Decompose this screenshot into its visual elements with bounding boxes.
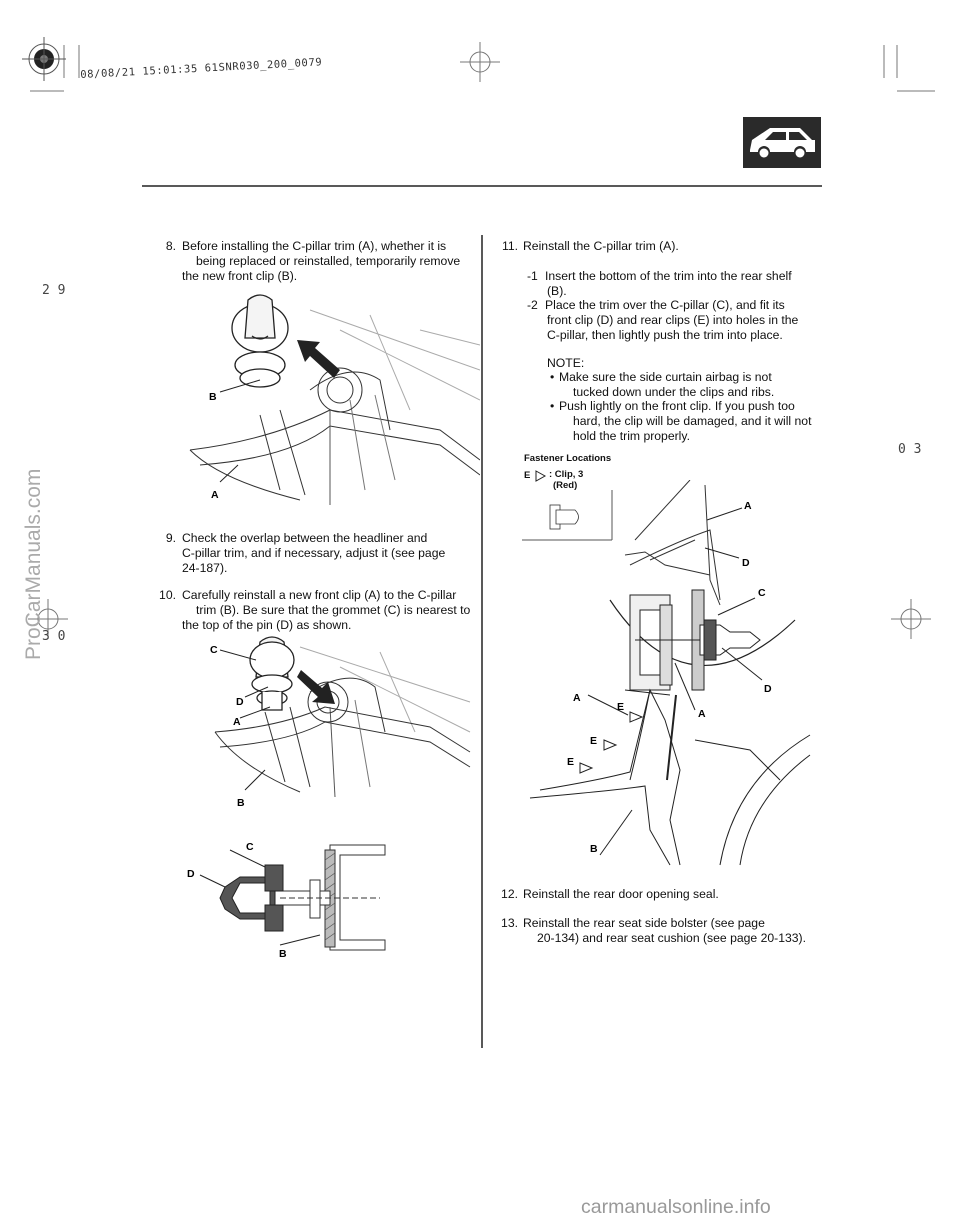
substep-text-line: front clip (D) and rear clips (E) into holes in the	[547, 313, 799, 327]
registration-crosshair-top	[460, 42, 500, 82]
substep-text-line: (B).	[547, 284, 567, 298]
substep-number: -2	[527, 298, 538, 312]
page-mark-left-top: 2 9	[42, 283, 66, 298]
step-number: 10.	[159, 588, 176, 602]
step-text-line: the new front clip (B).	[182, 269, 298, 283]
page-mark-right: 0 3	[898, 442, 922, 457]
step-number: 12.	[501, 887, 518, 901]
figure-clip-section	[180, 835, 400, 960]
fig4-label-e2: E	[590, 735, 598, 747]
substep-number: -1	[527, 269, 538, 283]
legend-text: : Clip, 3	[549, 469, 584, 480]
fig4-label-b: B	[590, 843, 598, 855]
note-text-line: hard, the clip will be damaged, and it will not	[573, 414, 812, 428]
figure-fastener-locations	[520, 480, 820, 870]
step-text-line: Check the overlap between the headliner and	[182, 531, 428, 545]
registration-crosshair-right	[891, 599, 931, 639]
step-title: Reinstall the C-pillar trim (A).	[523, 239, 679, 253]
fig3-label-c: C	[246, 841, 254, 853]
note-title: NOTE:	[547, 356, 585, 370]
step-text-line: C-pillar trim, and if necessary, adjust it (see page	[182, 546, 446, 560]
step-text-line: Reinstall the rear seat side bolster (see page	[523, 916, 765, 930]
note-bullet: •	[550, 399, 555, 413]
step-text-line: the top of the pin (D) as shown.	[182, 618, 352, 632]
note-text-line: tucked down under the clips and ribs.	[573, 385, 775, 399]
fig4-label-a2: A	[698, 708, 706, 720]
fig4-label-d2: D	[764, 683, 772, 695]
watermark-side: ProCarManuals.com	[22, 468, 45, 660]
substep-text-line: Insert the bottom of the trim into the rear shelf	[545, 269, 792, 283]
fig3-label-b: B	[279, 948, 287, 960]
fig4-label-c: C	[758, 587, 766, 599]
note-bullet: •	[550, 370, 555, 384]
note-text-line: Make sure the side curtain airbag is not	[559, 370, 772, 384]
step-number: 9.	[165, 531, 176, 545]
note-text-line: Push lightly on the front clip. If you push too	[559, 399, 795, 413]
fig4-label-a1: A	[744, 500, 752, 512]
fig3-label-d: D	[187, 868, 195, 880]
fig2-label-a: A	[233, 716, 241, 728]
note-text-line: hold the trim properly.	[573, 429, 690, 443]
substep-text-line: Place the trim over the C-pillar (C), and fit its	[545, 298, 785, 312]
step-text-line: Reinstall the rear door opening seal.	[523, 887, 719, 901]
fig1-label-a: A	[211, 489, 219, 501]
body-section-car-icon	[743, 117, 821, 168]
registration-target-icon	[22, 37, 66, 81]
clip-e-marker-icon	[580, 763, 592, 773]
step-text-line: being replaced or reinstalled, temporarily remove	[196, 254, 461, 268]
fastener-heading: Fastener Locations	[524, 453, 612, 464]
print-timestamp: 08/08/21 15:01:35 61SNR030_200_0079	[80, 56, 323, 81]
substep-text-line: C-pillar, then lightly push the trim into place.	[547, 328, 783, 342]
page-mark-left-bottom: 3 0	[42, 629, 66, 644]
fig2-label-d: D	[236, 696, 244, 708]
step-text-line: Carefully reinstall a new front clip (A) to the C-pillar	[182, 588, 457, 602]
fig1-label-b: B	[209, 391, 217, 403]
step-text-line: Before installing the C-pillar trim (A), whether it is	[182, 239, 447, 253]
step-number: 13.	[501, 916, 518, 930]
step-text-line: 20-134) and rear seat cushion (see page 20-133).	[537, 931, 806, 945]
clip-e-marker-icon	[604, 740, 616, 750]
legend-color: (Red)	[553, 480, 578, 491]
watermark-bottom: carmanualsonline.info	[581, 1196, 771, 1218]
figure-remove-clip	[180, 290, 480, 515]
step-number: 11.	[501, 239, 518, 253]
fig4-label-a3: A	[573, 692, 581, 704]
step-text-line: trim (B). Be sure that the grommet (C) is nearest to	[196, 603, 471, 617]
fig4-label-d1: D	[742, 557, 750, 569]
figure-install-clip	[200, 632, 480, 817]
fig2-label-b: B	[237, 797, 245, 809]
fig4-label-e3: E	[567, 756, 575, 768]
fig2-label-c: C	[210, 644, 218, 656]
step-text-line: 24-187).	[182, 561, 228, 575]
legend-key: E	[524, 470, 531, 481]
clip-e-marker-icon	[630, 712, 642, 722]
step-number: 8.	[165, 239, 176, 253]
fig4-label-e1: E	[617, 701, 625, 713]
legend-clip-box	[522, 490, 612, 540]
